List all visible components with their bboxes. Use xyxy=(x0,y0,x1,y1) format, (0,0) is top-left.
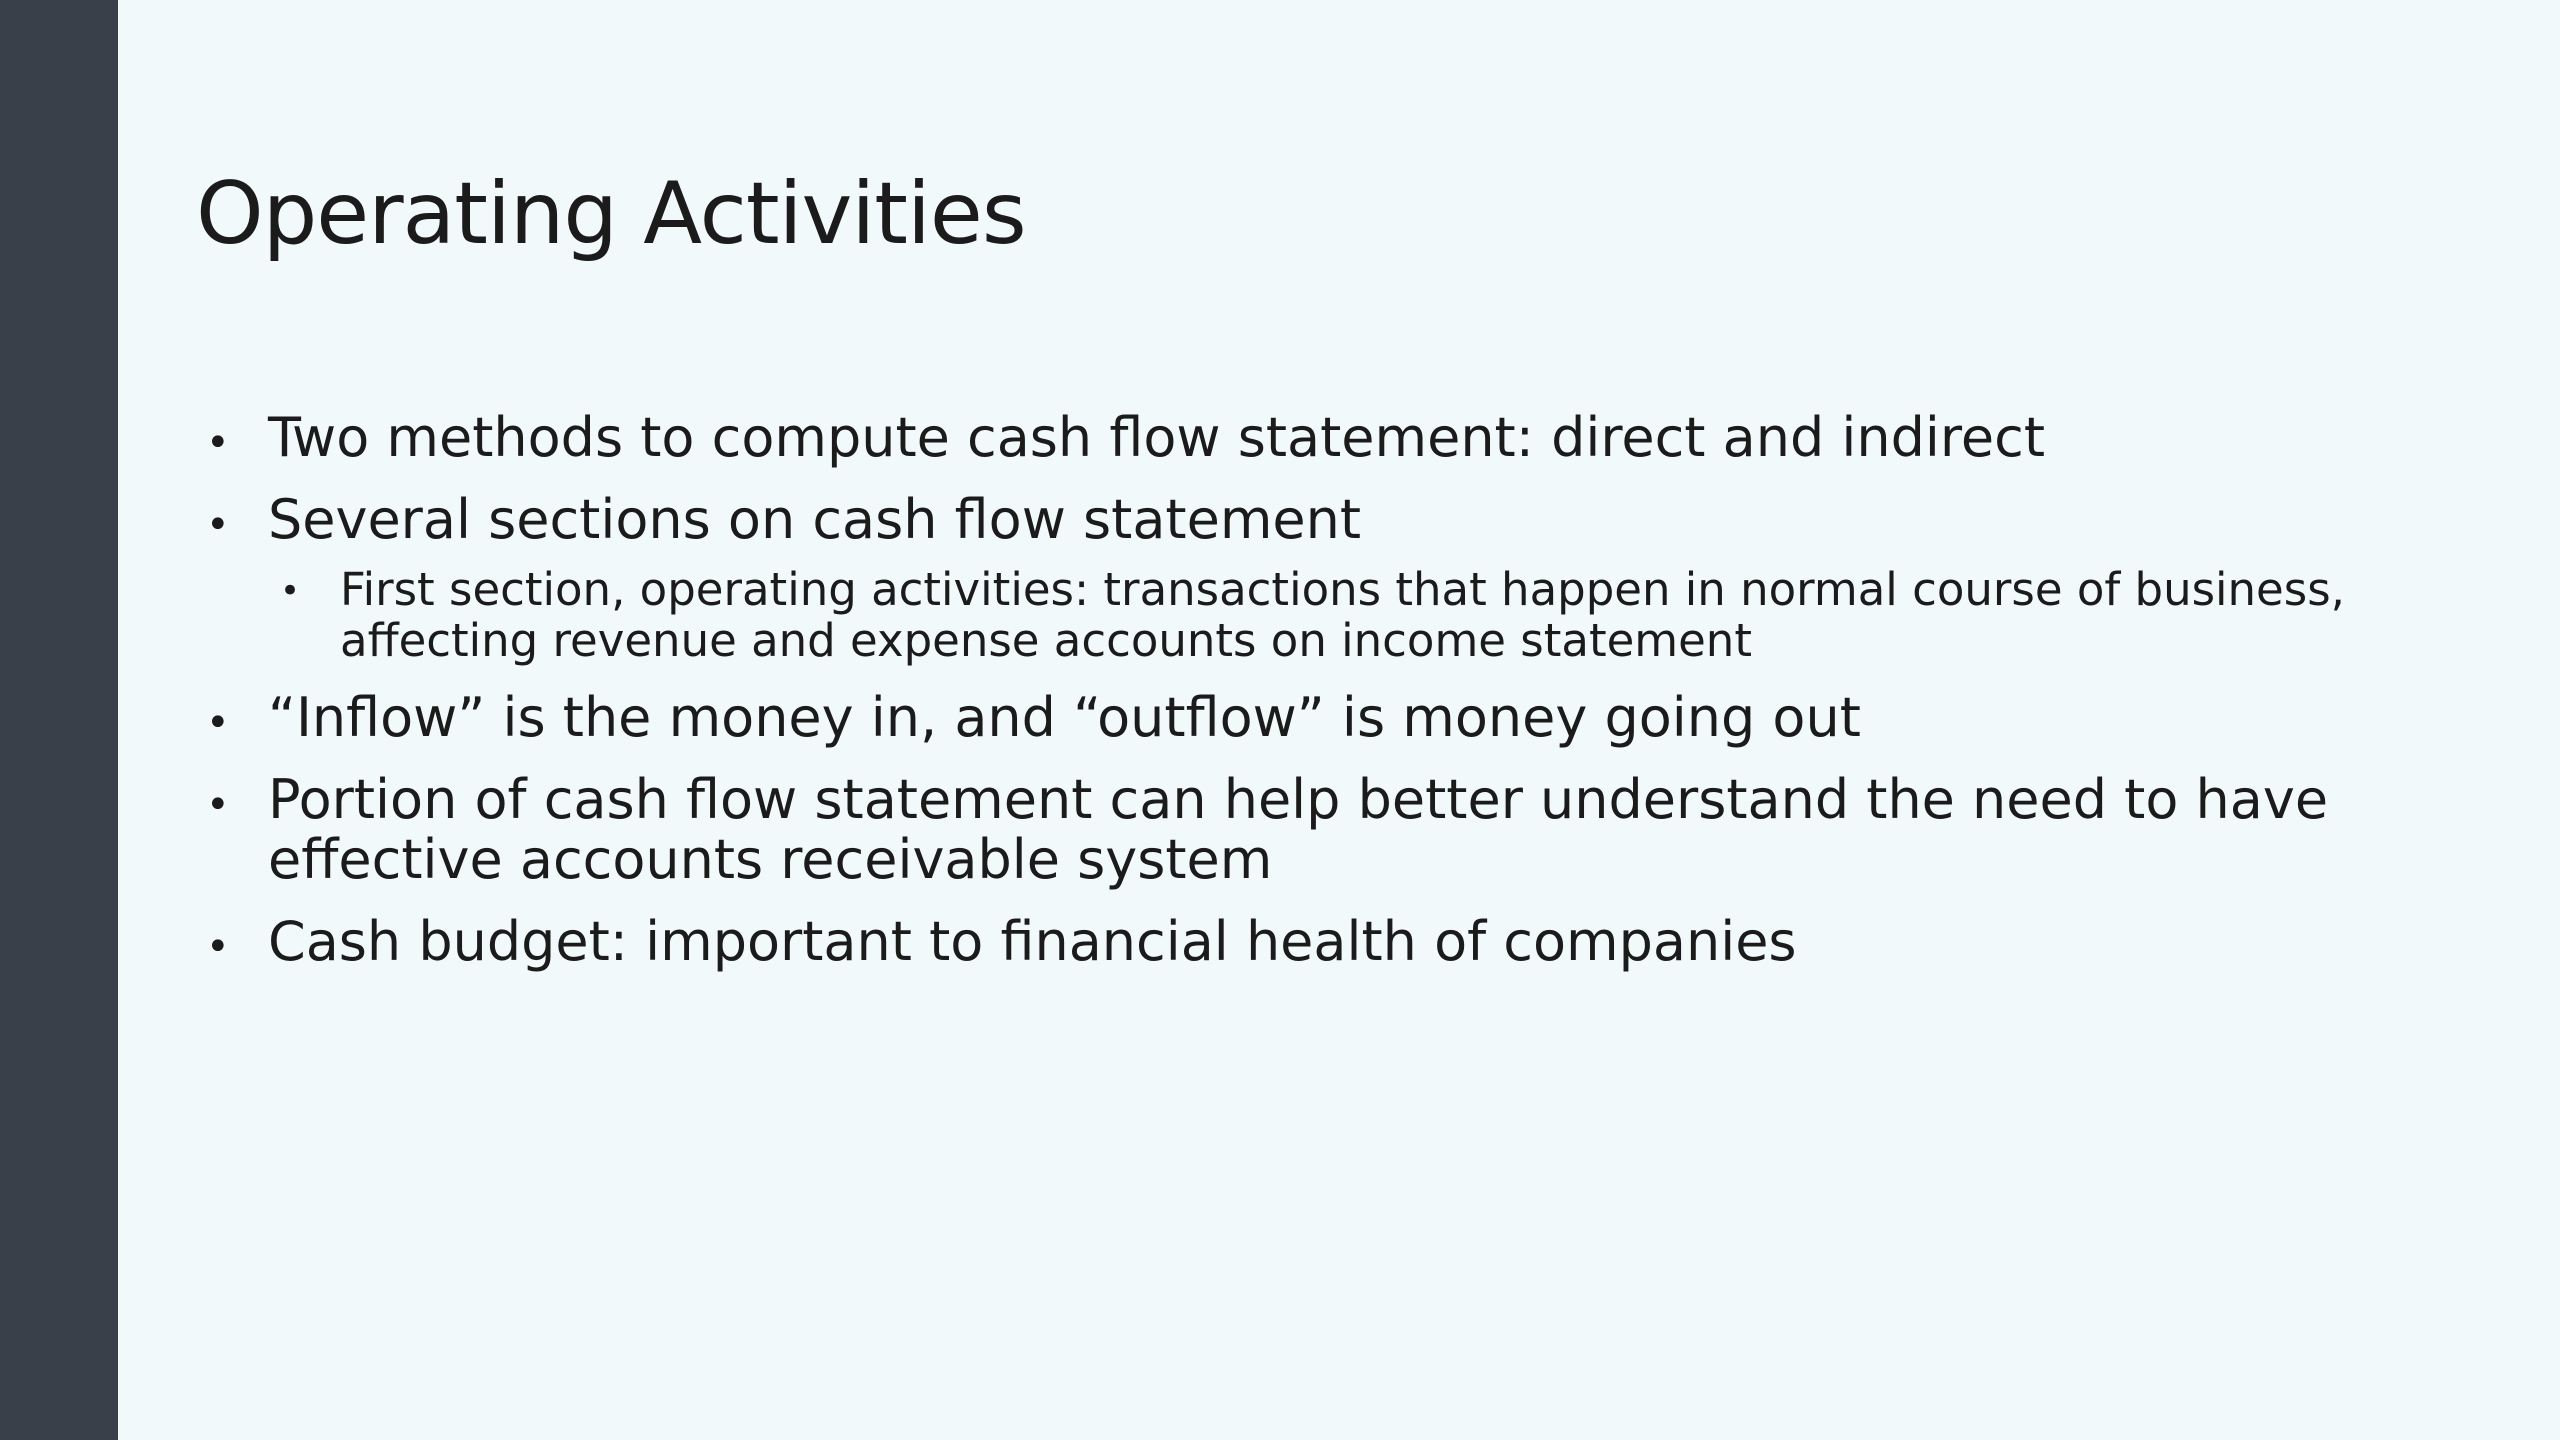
bullet-text: Cash budget: important to financial health of companies xyxy=(268,910,1797,973)
bullet-text: “Inflow” is the money in, and “outflow” is money going out xyxy=(268,686,1861,749)
sub-bullet-item-1 xyxy=(268,564,2396,666)
bullet-item-1 xyxy=(196,408,2396,468)
bullet-text: Several sections on cash flow statement xyxy=(268,488,1362,551)
bullet-dot: • xyxy=(206,700,230,746)
bullet-text: Two methods to compute cash flow statement: direct and indirect xyxy=(268,406,2045,469)
sub-bullet-text: First section, operating activities: transactions that happen in normal course of business, affecting revenue and expense accounts on income statement xyxy=(340,563,2345,667)
bullet-dot: • xyxy=(206,782,230,828)
bullet-item-3 xyxy=(196,688,2396,748)
sub-bullet-dot: • xyxy=(280,571,301,611)
sub-bullet-list xyxy=(268,564,2396,666)
bullet-item-2 xyxy=(196,490,2396,666)
bullet-text: Portion of cash flow statement can help better understand the need to have effective accounts receivable system xyxy=(268,768,2329,891)
bullet-item-4 xyxy=(196,770,2396,890)
bullet-dot: • xyxy=(206,924,230,970)
bullet-dot: • xyxy=(206,502,230,548)
bullet-dot: • xyxy=(206,420,230,466)
bullet-item-5 xyxy=(196,912,2396,972)
slide-accent-sidebar xyxy=(0,0,118,1440)
bullet-list xyxy=(196,408,2396,994)
slide-title: Operating Activities xyxy=(196,164,1026,264)
